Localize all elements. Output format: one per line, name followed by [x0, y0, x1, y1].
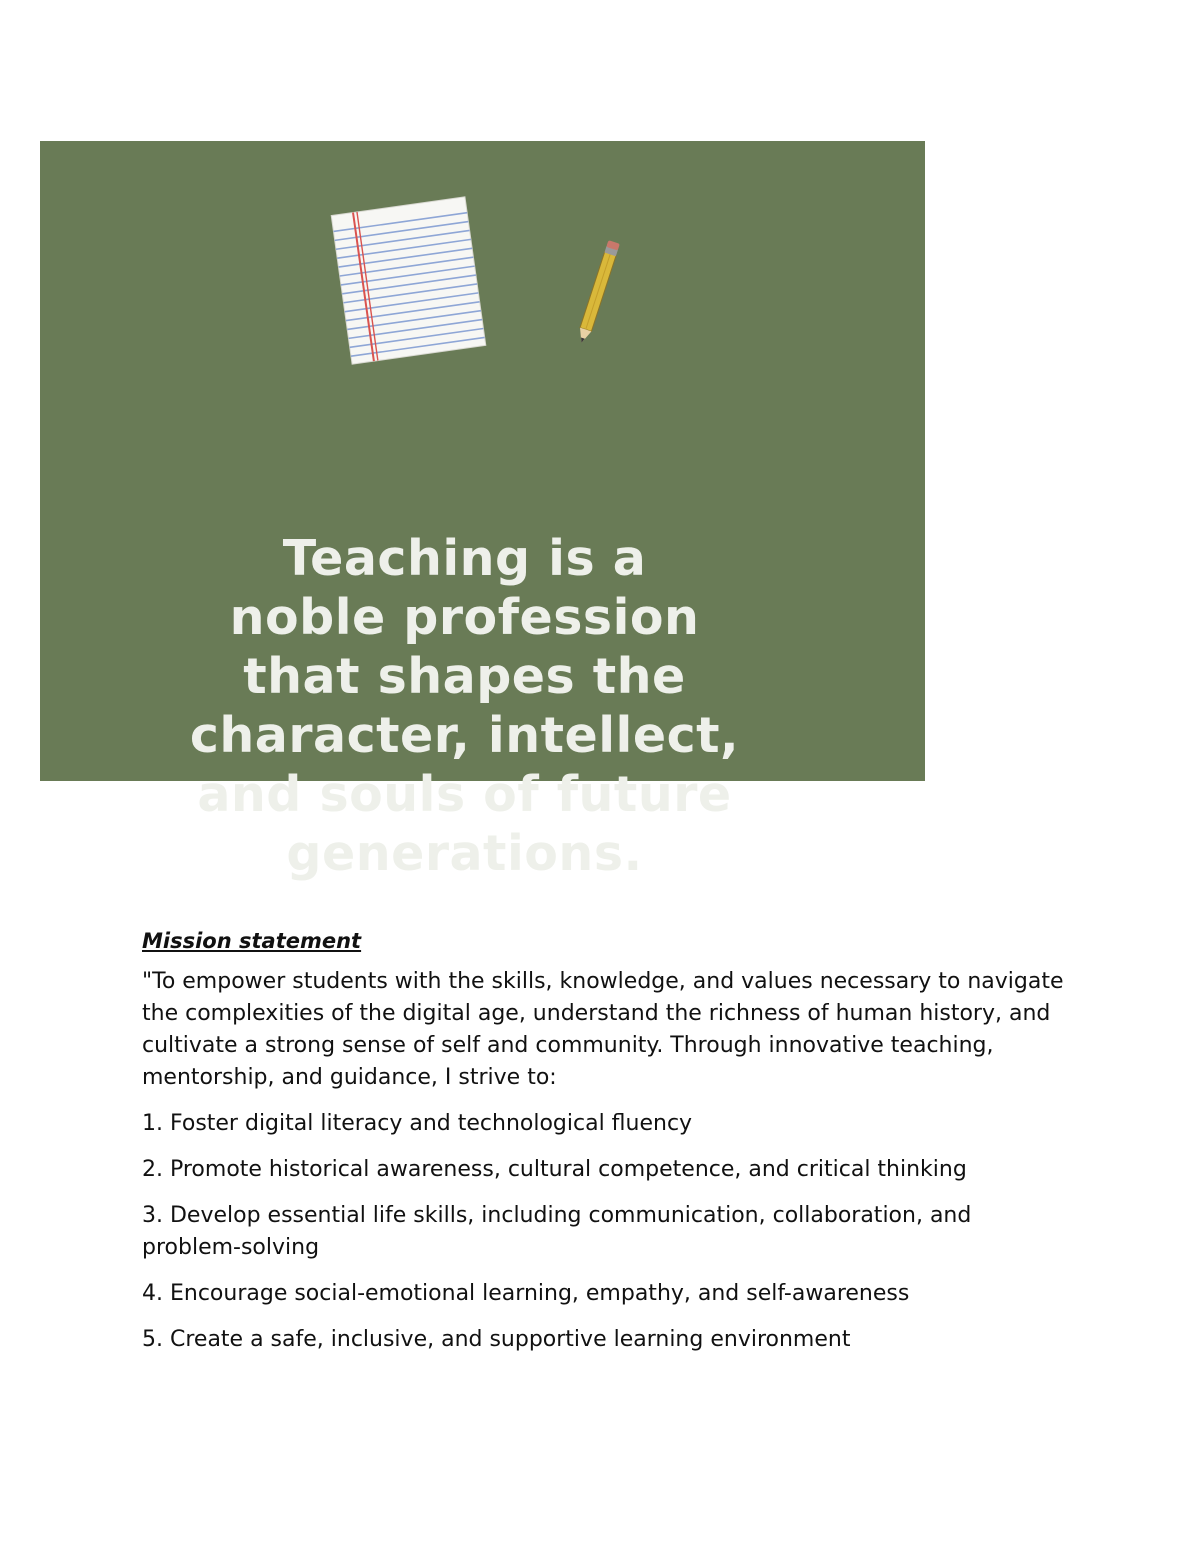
mission-goals-list [142, 1108, 1072, 1356]
quote-line: generations. [286, 825, 643, 882]
list-item: 2. Promote historical awareness, cultural competence, and critical thinking [142, 1157, 967, 1182]
mission-heading: Mission statement [142, 929, 362, 953]
lined-notepaper-icon [331, 197, 486, 364]
list-item: 1. Foster digital literacy and technological fluency [142, 1111, 693, 1136]
quote-line: character, intellect, [189, 707, 740, 764]
quote-line: noble profession [229, 589, 700, 646]
banner-quote [22, 529, 907, 883]
quote-line: Teaching is a [282, 530, 647, 587]
mission-section [142, 926, 1072, 1370]
list-item: 5. Create a safe, inclusive, and supportive learning environment [142, 1327, 851, 1352]
pencil-icon [576, 240, 620, 345]
list-item: 3. Develop essential life skills, including communication, collaboration, and problem-solving [142, 1203, 972, 1260]
quote-line: and souls of future [197, 766, 732, 823]
quote-line: that shapes the [243, 648, 686, 705]
list-item: 4. Encourage social-emotional learning, empathy, and self-awareness [142, 1281, 910, 1306]
mission-intro: "To empower students with the skills, knowledge, and values necessary to navigate the complexities of the digital age, understand the richness of human history, and cultivate a strong sense of self and community. Through innovative teaching, mentorship, and guidance, I strive to: [142, 969, 1064, 1090]
quote-banner-image [40, 141, 925, 882]
